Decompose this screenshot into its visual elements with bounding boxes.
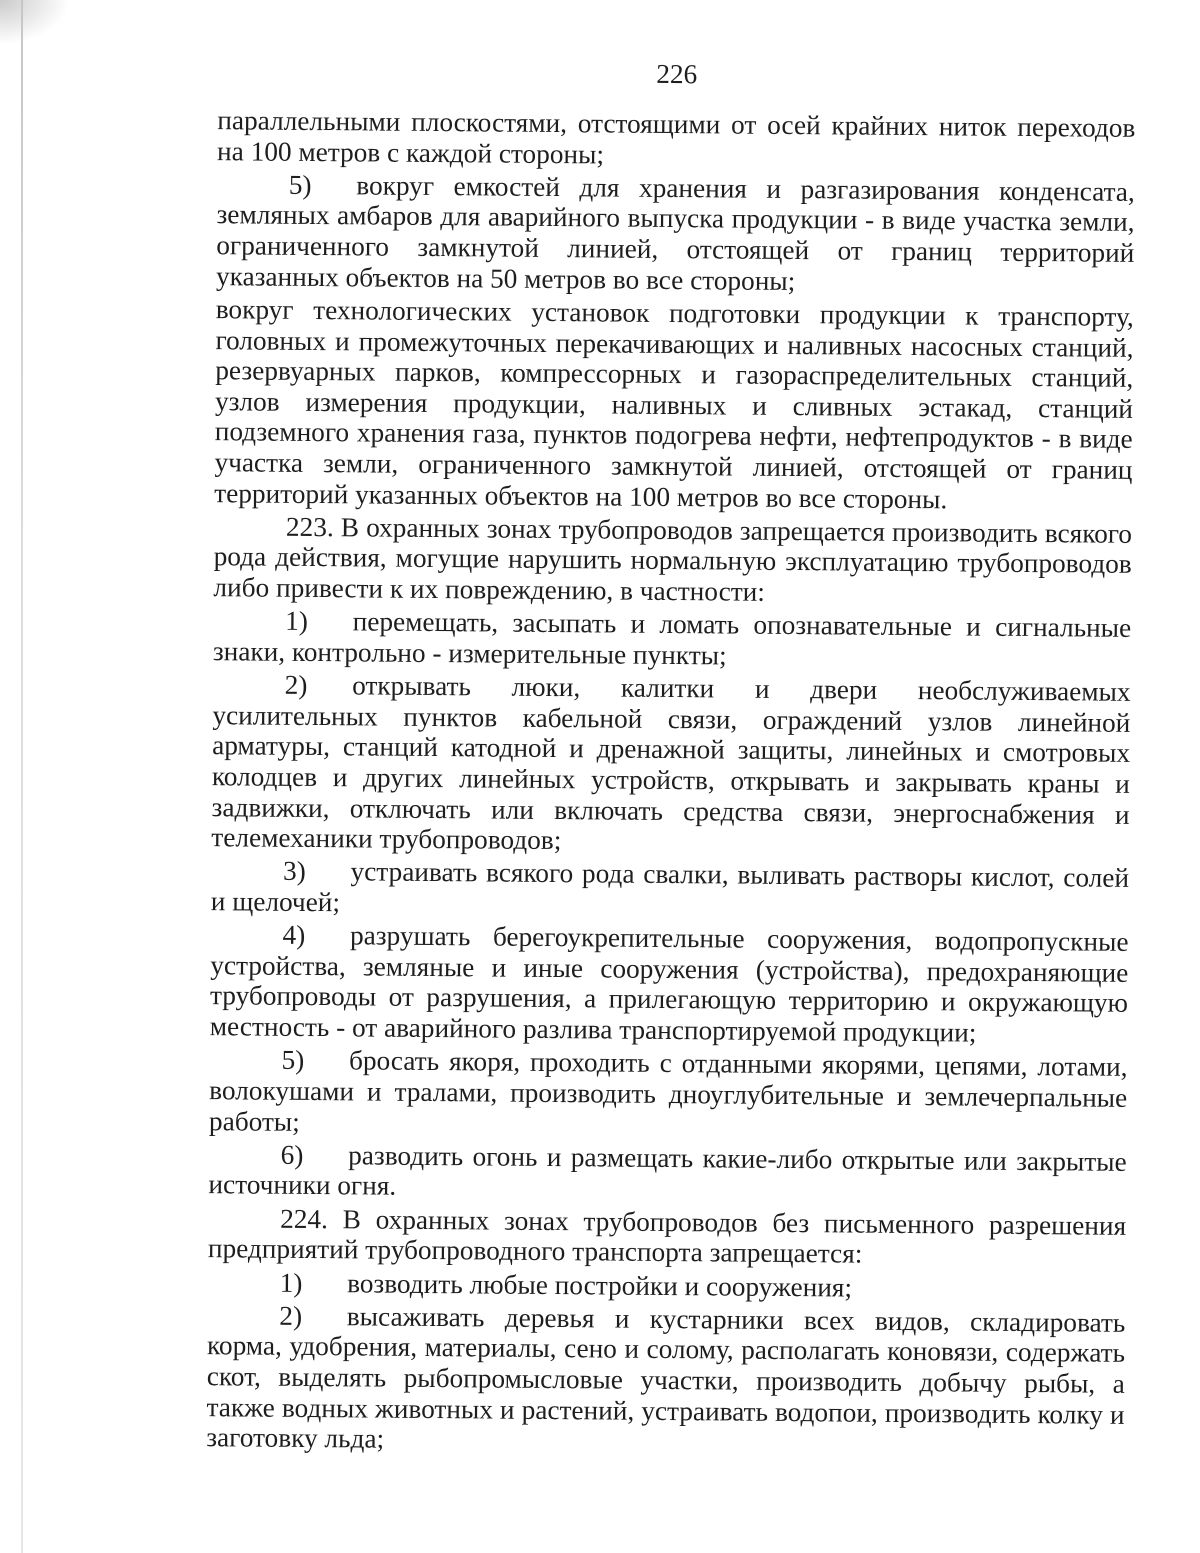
list-item-text: высаживать деревья и кустарники всех видов, складировать корма, удобрения, материалы, сено и солому, располагать коновязи, содержать скот, выделять рыбопромысловые участки, производить добычу рыбы, а также водных животных и растений, устраивать водопои, производить колку и заготовку льда;: [206, 1301, 1126, 1454]
list-item: [209, 1044, 1128, 1143]
list-item: [213, 605, 1131, 674]
document-body: [206, 105, 1135, 1460]
list-item-text: вокруг емкостей для хранения и разгазирования конденсата, земляных амбаров для аварийного выпуска продукции - в виде участка земли, ограниченного замкнутой линией, отстоящей от границ территорий указанных объектов на 50 метров во все стороны;: [215, 170, 1135, 296]
list-item-label: 2): [279, 1300, 303, 1331]
scan-edge-line: [21, 0, 23, 1553]
list-item-label: 5): [288, 169, 312, 200]
list-item: [210, 919, 1129, 1049]
list-item-label: 1): [285, 606, 309, 637]
list-item-text: разводить огонь и размещать какие-либо открытые или закрытые источники огня.: [208, 1140, 1127, 1202]
list-item: [208, 1139, 1126, 1208]
list-item-text: открывать люки, калитки и двери необслуживаемых усилительных пунктов кабельной связи, ограждений узлов линейной арматуры, станций катодной и дренажной защиты, линейных и смотровых колодцев и других линейных устройств, открывать и закрывать краны и задвижки, отключать или включать средства связи, энергоснабжения и телемеханики трубопроводов;: [211, 670, 1131, 856]
article-223: [213, 511, 1132, 610]
article-number: 224.: [280, 1203, 329, 1234]
continued-paragraph-opening: параллельными плоскостями, отстоящими от осей крайних ниток переходов на 100 метров с каждой стороны;: [217, 105, 1136, 170]
list-item: [216, 169, 1135, 299]
page-content: [206, 36, 1136, 1494]
list-item: [211, 669, 1131, 860]
list-item-label: 4): [282, 920, 306, 951]
list-item-text: возводить любые постройки и сооружения;: [347, 1267, 853, 1303]
list-item-text: перемещать, засыпать и ломать опознавательные и сигнальные знаки, контрольно - измерительные пункты;: [212, 606, 1132, 671]
article-224: [208, 1203, 1126, 1272]
continued-paragraph-closing: вокруг технологических установок подготовки продукции к транспорту, головных и промежуточных перекачивающих и наливных насосных станций, резервуарных парков, компрессорных и газораспределительных станций, узлов измерения продукции, наливных и сливных эстакад, станций подземного хранения газа, пунктов подогрева нефти, нефтепродуктов - в виде участка земли, ограниченного замкнутой линией, отстоящей от границ территорий указанных объектов на 100 метров во все стороны.: [214, 294, 1134, 514]
list-item: [206, 1300, 1125, 1461]
list-item-label: 2): [284, 669, 308, 701]
article-intro-text: В охранных зонах трубопроводов запрещается производить всякого рода действия, могущие нарушить нормальную эксплуатацию трубопроводов либо привести к их повреждению, в частности:: [213, 512, 1133, 607]
list-item-label: 6): [280, 1139, 304, 1170]
page-number: 226: [656, 58, 698, 90]
list-item-label: 1): [279, 1267, 303, 1298]
article-intro-text: В охранных зонах трубопроводов без письменного разрешения предприятий трубопроводного транспорта запрещается:: [207, 1203, 1127, 1269]
list-item-label: 3): [282, 856, 306, 887]
article-number: 223.: [285, 511, 334, 542]
list-item-text: разрушать берегоукрепительные сооружения, водопропускные устройства, земляные и иные сооружения (устройства), предохраняющие трубопроводы от разрушения, а прилегающую территорию и окружающую местность - от аварийного разлива транспортируемой продукции;: [209, 920, 1129, 1048]
list-item: [211, 856, 1129, 925]
list-item: [208, 1267, 1126, 1305]
list-item-text: устраивать всякого рода свалки, выливать растворы кислот, солей и щелочей;: [210, 856, 1130, 918]
scan-shadow: [0, 0, 70, 45]
list-item-text: бросать якоря, проходить с отданными якорями, цепями, лотами, волокушами и тралами, производить дноуглубительные и землечерпальные работы;: [208, 1045, 1128, 1137]
list-item-label: 5): [281, 1045, 305, 1076]
